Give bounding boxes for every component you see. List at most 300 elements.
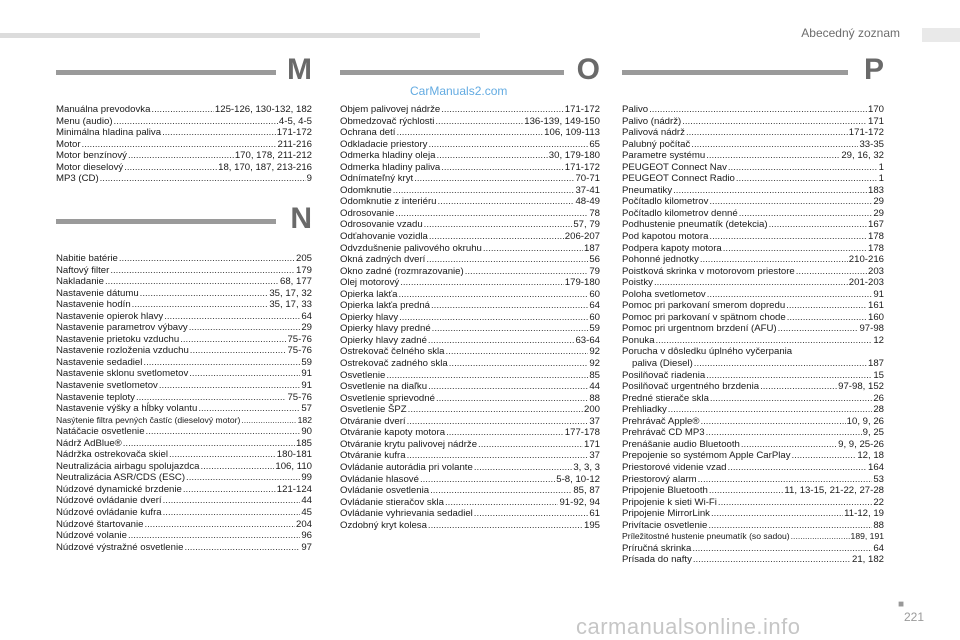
index-entry	[56, 472, 312, 484]
index-entry	[340, 254, 600, 266]
index-entry	[56, 484, 312, 496]
index-entry	[340, 335, 600, 347]
entry-pages: 61	[589, 508, 600, 520]
dot-leader	[445, 497, 558, 509]
entry-pages: 210-216	[848, 254, 884, 266]
dot-leader	[408, 404, 583, 416]
entry-pages: 91	[301, 368, 312, 380]
entry-pages: 97	[301, 541, 312, 553]
entry-term: Ostrekovač čelného skla	[340, 346, 445, 358]
entry-list	[56, 253, 312, 553]
entry-term: Nastavenie výšky a hĺbky volantu	[56, 403, 198, 415]
entry-term: Nastavenie teploty	[56, 391, 135, 403]
entry-pages: 200	[583, 404, 600, 416]
index-entry	[622, 277, 884, 289]
dot-leader	[465, 266, 589, 278]
index-entry	[622, 531, 884, 543]
entry-term: Osvetlenie ŠPZ	[340, 404, 407, 416]
entry-term: Osvetlenie na diaľku	[340, 381, 428, 393]
entry-term: MP3 (CD)	[56, 173, 99, 185]
entry-term: Prísada do nafty	[622, 554, 692, 566]
index-entry	[622, 323, 884, 335]
entry-term: Nastavenie sklonu svetlometov	[56, 368, 189, 380]
dot-leader	[686, 127, 848, 139]
entry-term: Palubný počítač	[622, 138, 691, 150]
index-entry	[56, 127, 312, 139]
index-entry	[340, 508, 600, 520]
entry-pages: 178	[867, 231, 884, 243]
entry-pages: 211-216	[277, 138, 312, 150]
index-entry	[622, 462, 884, 474]
index-entry	[340, 266, 600, 278]
dot-leader	[760, 381, 837, 393]
index-entry	[340, 381, 600, 393]
dot-leader	[654, 277, 848, 289]
entry-pages: 97-98, 152	[838, 381, 884, 393]
section-rule	[56, 219, 276, 224]
entry-term: Odmerka hladiny paliva	[340, 161, 441, 173]
index-entry	[622, 358, 884, 370]
index-entry	[56, 368, 312, 380]
dot-leader	[428, 381, 588, 393]
entry-pages: 35, 17, 33	[269, 299, 312, 311]
index-entry	[56, 334, 312, 346]
index-entry	[622, 439, 884, 451]
entry-pages: 3, 3, 3	[573, 461, 600, 473]
entry-term: Odnímateľný kryt	[340, 173, 414, 185]
dot-leader	[190, 345, 287, 357]
entry-pages: 70-71	[575, 173, 600, 185]
entry-term: Posilňovač urgentného brzdenia	[622, 381, 760, 393]
index-entry	[56, 311, 312, 323]
index-entry	[340, 162, 600, 174]
entry-term: Odvzdušnenie palivového okruhu	[340, 242, 482, 254]
entry-pages: 59	[589, 323, 600, 335]
entry-pages: 85, 87	[573, 485, 600, 497]
index-entry	[340, 277, 600, 289]
dot-leader	[407, 450, 589, 462]
index-entry	[622, 485, 884, 497]
entry-pages: 75-76	[287, 333, 312, 345]
entry-term: Menu (audio)	[56, 115, 113, 127]
entry-pages: 185	[295, 437, 312, 449]
dot-leader	[706, 427, 862, 439]
dot-leader	[736, 173, 878, 185]
index-entry	[622, 266, 884, 278]
index-entry	[56, 173, 312, 185]
entry-term: Nastavenie parametrov výbavy	[56, 322, 188, 334]
index-entry	[56, 530, 312, 542]
dot-leader	[169, 449, 276, 461]
entry-term: Neutralizácia ASR/CDS (ESC)	[56, 472, 186, 484]
entry-pages: 18, 170, 187, 213-216	[218, 161, 312, 173]
entry-pages: 121-124	[276, 483, 312, 495]
dot-leader	[164, 311, 300, 323]
index-entry	[56, 403, 312, 415]
entry-pages: 75-76	[287, 345, 312, 357]
section-heading	[622, 53, 884, 94]
entry-pages: 88	[873, 519, 884, 531]
section-letter: O	[576, 53, 600, 86]
dot-leader	[710, 393, 872, 405]
index-entry	[622, 312, 884, 324]
dot-leader	[429, 231, 564, 243]
entry-pages: 203	[867, 265, 884, 277]
entry-pages: 29	[873, 196, 884, 208]
entry-pages: 11, 13-15, 21-22, 27-28	[784, 485, 884, 497]
dot-leader	[386, 370, 588, 382]
entry-pages: 96	[301, 530, 312, 542]
entry-term: Nasýtenie filtra pevných častíc (dieselový motor)	[56, 414, 241, 425]
dot-leader	[446, 346, 589, 358]
entry-pages: 4-5, 4-5	[278, 115, 312, 127]
entry-pages: 88	[589, 392, 600, 404]
entry-pages: 44	[301, 495, 312, 507]
dot-leader	[430, 485, 572, 497]
index-entry	[622, 450, 884, 462]
entry-pages: 161	[867, 300, 884, 312]
entry-pages: 1	[878, 173, 884, 185]
entry-pages: 37	[589, 450, 600, 462]
dot-leader	[428, 139, 588, 151]
index-entry	[340, 404, 600, 416]
index-entry	[622, 231, 884, 243]
dot-leader	[441, 162, 564, 174]
entry-term: Pripojenie Bluetooth	[622, 485, 708, 497]
dot-leader	[709, 231, 867, 243]
dot-leader	[438, 196, 575, 208]
section-letter: M	[287, 53, 312, 86]
index-entry	[56, 299, 312, 311]
entry-pages: 33-35	[859, 138, 884, 150]
entry-term: Priestorový alarm	[622, 473, 697, 485]
dot-leader	[741, 439, 837, 451]
index-entry	[622, 139, 884, 151]
entry-pages: 206-207	[564, 231, 600, 243]
index-entry	[622, 474, 884, 486]
section-heading	[56, 202, 312, 243]
entry-term: paliva (Diesel)	[632, 358, 693, 370]
index-entry	[56, 265, 312, 277]
entry-pages: 65	[589, 138, 600, 150]
dot-leader	[105, 276, 279, 288]
dot-leader	[123, 438, 295, 450]
entry-pages: 164	[867, 461, 884, 473]
entry-term: Núdzové dynamické brzdenie	[56, 483, 182, 495]
entry-pages: 136-139, 149-150	[524, 115, 600, 127]
entry-pages: 10, 9, 26	[846, 415, 884, 427]
index-entry	[622, 335, 884, 347]
entry-pages: 171-172	[564, 161, 600, 173]
index-entry	[622, 173, 884, 185]
dot-leader	[706, 370, 872, 382]
entry-term: Prepojenie so systémom Apple CarPlay	[622, 450, 791, 462]
entry-term: Ozdobný kryt kolesa	[340, 519, 427, 531]
entry-pages: 106, 109-113	[544, 127, 600, 139]
entry-term: Motor dieselový	[56, 161, 124, 173]
entry-term: Otváranie dverí	[340, 415, 406, 427]
entry-pages: 26	[873, 392, 884, 404]
entry-pages: 91	[873, 288, 884, 300]
entry-term: Ovládanie stieračov skla	[340, 496, 444, 508]
entry-term: Nastavenie rozloženia vzduchu	[56, 345, 189, 357]
dot-leader	[723, 243, 867, 255]
dot-leader	[428, 520, 583, 532]
index-entry	[340, 416, 600, 428]
dot-leader	[396, 127, 543, 139]
dot-leader	[428, 335, 575, 347]
index-section-m	[56, 53, 312, 185]
entry-pages: 195	[583, 519, 600, 531]
index-entry	[340, 219, 600, 231]
entry-term: Otváranie kapoty motora	[340, 427, 446, 439]
dot-leader	[146, 426, 301, 438]
index-entry	[340, 243, 600, 255]
entry-term: Odrosovanie vzadu	[340, 219, 423, 231]
dot-leader	[398, 289, 588, 301]
entry-pages: 45	[301, 507, 312, 519]
dot-leader	[432, 323, 589, 335]
entry-term: Ponuka	[622, 334, 655, 346]
entry-pages: 35, 17, 32	[269, 287, 312, 299]
entry-term: Ovládanie osvetlenia	[340, 485, 430, 497]
index-entry	[340, 300, 600, 312]
entry-term: Pomoc pri parkovaní smerom dopredu	[622, 300, 786, 312]
entry-term: Palivová nádrž	[622, 127, 685, 139]
entry-term: Porucha v dôsledku úplného vyčerpania	[622, 346, 793, 358]
entry-pages: 12	[873, 334, 884, 346]
index-entry	[56, 345, 312, 357]
entry-term: Olej motorový	[340, 277, 400, 289]
entry-pages: 44	[589, 381, 600, 393]
section-rule	[56, 70, 276, 75]
entry-term: Prenášanie audio Bluetooth	[622, 438, 740, 450]
entry-pages: 9, 9, 25-26	[838, 438, 884, 450]
index-entry	[340, 358, 600, 370]
dot-leader	[163, 507, 301, 519]
entry-term: Pohonné jednotky	[622, 254, 699, 266]
entry-term: Opierka lakťa	[340, 288, 398, 300]
index-entry	[340, 139, 600, 151]
entry-pages: 171	[583, 438, 600, 450]
entry-pages: 75-76	[287, 391, 312, 403]
dot-leader	[184, 542, 300, 554]
section-heading	[56, 53, 312, 94]
index-entry	[340, 150, 600, 162]
index-section-o	[340, 53, 600, 531]
entry-list	[56, 104, 312, 185]
dot-leader	[718, 497, 872, 509]
index-entry	[340, 450, 600, 462]
index-entry	[622, 416, 884, 428]
index-entry	[56, 438, 312, 450]
entry-term: Nakladanie	[56, 276, 105, 288]
index-entry	[622, 346, 884, 358]
entry-term: Predné stierače skla	[622, 392, 709, 404]
entry-pages: 182	[297, 414, 312, 425]
dot-leader	[769, 219, 867, 231]
entry-term: Poistková skrinka v motorovom priestore	[622, 265, 795, 277]
entry-pages: 180-181	[276, 449, 312, 461]
index-entry	[56, 519, 312, 531]
footer-dot: ■	[898, 599, 905, 610]
dot-leader	[478, 439, 583, 451]
dot-leader	[132, 299, 269, 311]
entry-list	[340, 104, 600, 531]
entry-pages: 171-172	[276, 127, 312, 139]
dot-leader	[82, 139, 277, 151]
section-rule	[622, 70, 848, 75]
index-entry	[56, 542, 312, 554]
entry-pages: 90	[301, 426, 312, 438]
entry-pages: 79	[589, 265, 600, 277]
entry-term: Núdzové volanie	[56, 530, 127, 542]
entry-term: Podpera kapoty motora	[622, 242, 722, 254]
dot-leader	[700, 254, 848, 266]
entry-pages: 178	[867, 242, 884, 254]
dot-leader	[183, 484, 276, 496]
entry-term: Nastavenie sedadiel	[56, 356, 143, 368]
entry-pages: 53	[873, 473, 884, 485]
dot-leader	[673, 185, 867, 197]
entry-term: Posilňovač riadenia	[622, 369, 706, 381]
entry-pages: 15	[873, 369, 884, 381]
entry-term: Nastavenie dátumu	[56, 287, 139, 299]
index-entry	[56, 276, 312, 288]
index-entry	[622, 219, 884, 231]
entry-pages: 170, 178, 211-212	[234, 150, 312, 162]
dot-leader	[119, 253, 295, 265]
entry-pages: 29, 16, 32	[841, 150, 884, 162]
index-entry	[340, 312, 600, 324]
dot-leader	[436, 393, 588, 405]
dot-leader	[136, 392, 287, 404]
dot-leader	[691, 139, 858, 151]
entry-term: Parametre systému	[622, 150, 706, 162]
index-entry	[56, 322, 312, 334]
entry-term: Osvetlenie sprievodné	[340, 392, 435, 404]
dot-leader	[449, 358, 589, 370]
dot-leader	[792, 450, 857, 462]
entry-term: Odmerka hladiny oleja	[340, 150, 436, 162]
entry-pages: 59	[301, 356, 312, 368]
dot-leader	[693, 554, 851, 566]
dot-leader	[668, 404, 873, 416]
dot-leader	[707, 289, 873, 301]
dot-leader	[791, 531, 850, 543]
entry-term: Poloha svetlometov	[622, 288, 706, 300]
entry-term: Objem palivovej nádrže	[340, 104, 441, 115]
index-entry	[340, 474, 600, 486]
index-entry	[340, 439, 600, 451]
entry-term: Odťahovanie vozidla	[340, 231, 428, 243]
entry-pages: 78	[589, 207, 600, 219]
index-entry	[340, 393, 600, 405]
entry-term: Obmedzovač rýchlosti	[340, 115, 435, 127]
index-entry	[340, 346, 600, 358]
index-entry	[622, 162, 884, 174]
dot-leader	[189, 322, 301, 334]
entry-term: Núdzové ovládanie dverí	[56, 495, 162, 507]
entry-term: Priestorové videnie vzad	[622, 461, 727, 473]
index-entry	[56, 104, 312, 116]
dot-leader	[198, 403, 300, 415]
index-entry	[622, 116, 884, 128]
dot-leader	[787, 312, 867, 324]
entry-pages: 68, 177	[279, 276, 312, 288]
corner-tab	[922, 28, 960, 42]
entry-pages: 205	[295, 253, 312, 264]
entry-term: Nádržka ostrekovača skiel	[56, 449, 168, 461]
index-entry	[56, 162, 312, 174]
entry-term: Pripojenie k sieti Wi-Fi	[622, 496, 717, 508]
entry-term: Nastavenie opierok hlavy	[56, 310, 164, 322]
entry-pages: 29	[873, 207, 884, 219]
entry-term: Poistky	[622, 277, 653, 289]
entry-term: Osvetlenie	[340, 369, 386, 381]
index-entry	[56, 139, 312, 151]
dot-leader	[114, 116, 278, 128]
entry-pages: 187	[583, 242, 600, 254]
index-entry	[622, 370, 884, 382]
index-entry	[56, 495, 312, 507]
entry-term: Pod kapotou motora	[622, 231, 709, 243]
dot-leader	[414, 173, 574, 185]
entry-pages: 85	[589, 369, 600, 381]
index-entry	[340, 520, 600, 532]
dot-leader	[151, 104, 214, 116]
dot-leader	[711, 508, 843, 520]
index-section-n	[56, 202, 312, 553]
dot-leader	[200, 461, 274, 473]
index-entry	[622, 543, 884, 555]
section-letter: P	[863, 53, 884, 86]
dot-leader	[407, 416, 589, 428]
entry-term: Pripojenie MirrorLink	[622, 508, 710, 520]
entry-term: Opierky hlavy	[340, 311, 399, 323]
entry-term: Prehliadky	[622, 404, 667, 416]
entry-term: Palivo	[622, 104, 649, 115]
entry-pages: 57	[301, 403, 312, 415]
entry-pages: 187	[867, 358, 884, 370]
dot-leader	[778, 323, 859, 335]
entry-term: Ovládanie vyhrievania sedadiel	[340, 508, 473, 520]
entry-pages: 48-49	[575, 196, 600, 208]
entry-term: Okná zadných dverí	[340, 254, 426, 266]
index-entry	[340, 231, 600, 243]
entry-term: Ovládanie hlasové	[340, 473, 419, 485]
dot-leader	[692, 543, 872, 555]
entry-term: Neutralizácia airbagu spolujazdca	[56, 460, 200, 472]
entry-term: Ostrekovač zadného skla	[340, 358, 448, 370]
page-header-title: Abecedný zoznam	[801, 26, 900, 40]
entry-term: Prehrávač CD MP3	[622, 427, 705, 439]
watermark: CarManuals2.com	[410, 84, 508, 98]
dot-leader	[159, 380, 300, 392]
index-entry	[622, 127, 884, 139]
dot-leader	[180, 334, 286, 346]
entry-pages: 97-98	[859, 323, 884, 335]
entry-term: Núdzové štartovanie	[56, 518, 144, 530]
index-entry	[56, 415, 312, 427]
entry-term: Naftový filter	[56, 264, 110, 276]
dot-leader	[796, 266, 867, 278]
index-entry	[340, 497, 600, 509]
dot-leader	[739, 208, 873, 220]
index-entry	[622, 404, 884, 416]
entry-pages: 63-64	[575, 334, 600, 346]
index-entry	[340, 127, 600, 139]
